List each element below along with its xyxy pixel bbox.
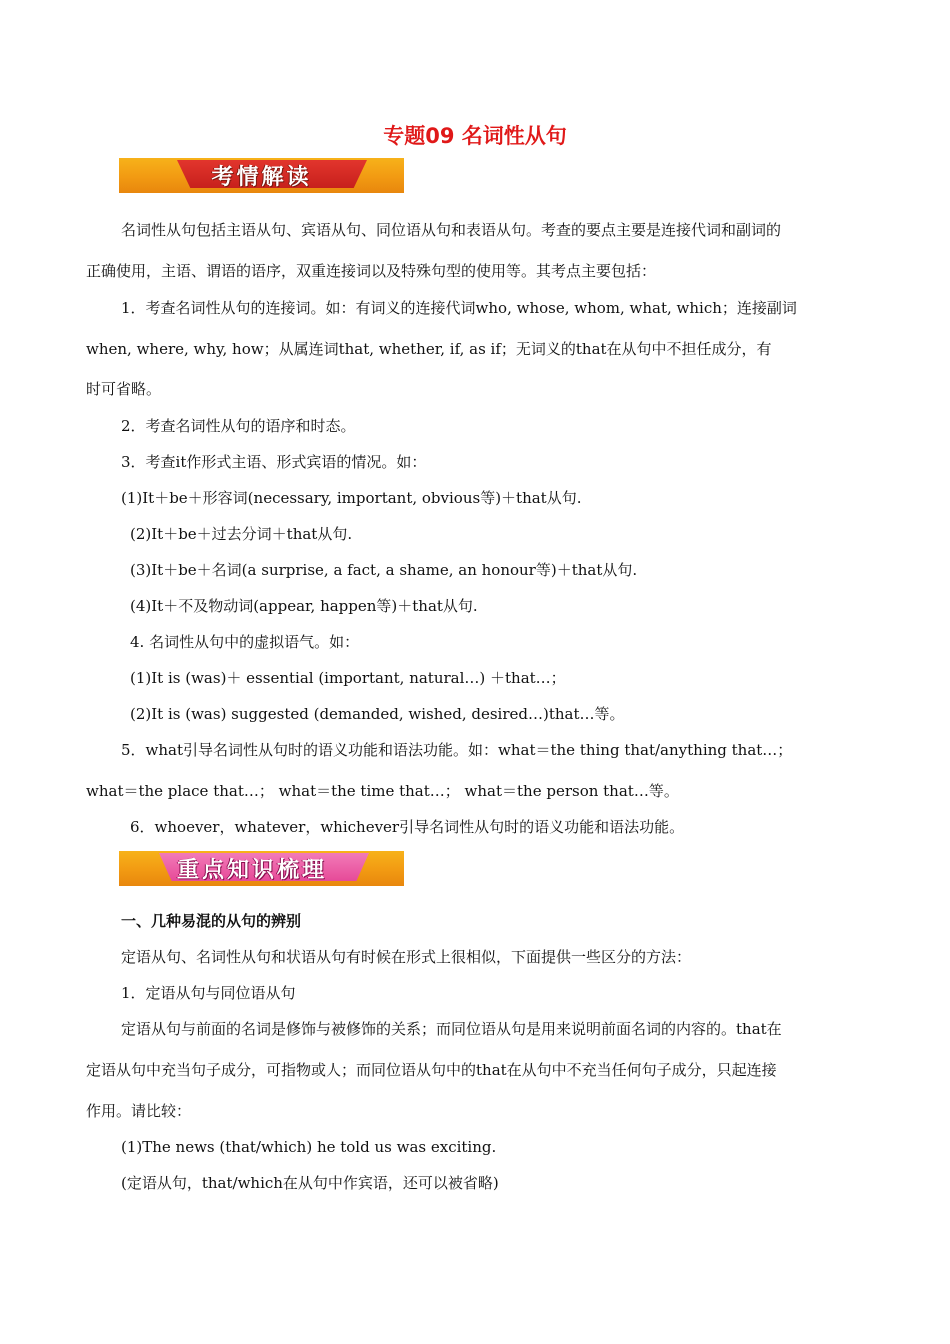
- point-3: 3．考查it作形式主语、形式宾语的情况。如：: [121, 453, 427, 471]
- intro-line-2: 正确使用，主语、谓语的语序，双重连接词以及特殊句型的使用等。其考点主要包括：: [86, 262, 657, 280]
- point-5-line-1: 5．what引导名词性从句时的语义功能和语法功能。如：what＝the thing that/anything that…；: [121, 741, 793, 759]
- section-banner-exam-analysis: [119, 158, 404, 193]
- section-intro: 定语从句、名词性从句和状语从句有时候在形式上很相似，下面提供一些区分的方法：: [121, 948, 692, 966]
- banner-label: 考情解读: [211, 165, 312, 190]
- point-1-line-3: 时可省略。: [86, 380, 162, 398]
- section-banner-key-knowledge: [119, 851, 404, 886]
- example-1-note: (定语从句，that/which在从句中作宾语，还可以被省略): [121, 1174, 499, 1192]
- point-1-line-1: 1．考查名词性从句的连接词。如：有词义的连接代词who, whose, whom, what, which；连接副词: [121, 299, 797, 317]
- description-line-1: 定语从句与前面的名词是修饰与被修饰的关系；而同位语从句是用来说明前面名词的内容的。that在: [121, 1020, 782, 1038]
- point-1-line-2: when, where, why, how；从属连词that, whether, if, as if；无词义的that在从句中不担任成分，有: [86, 340, 772, 358]
- page-title: 专题09 名词性从句: [383, 124, 567, 148]
- section-heading: 一、几种易混的从句的辨别: [121, 912, 302, 930]
- point-4-item-2: (2)It is (was) suggested (demanded, wished, desired…)that…等。: [130, 705, 625, 723]
- example-1: (1)The news (that/which) he told us was exciting.: [121, 1138, 497, 1156]
- point-5-line-2: what＝the place that…； what＝the time that…； what＝the person that…等。: [86, 782, 679, 800]
- point-3-item-4: (4)It＋不及物动词(appear, happen等)＋that从句.: [130, 597, 478, 615]
- banner-label: 重点知识梳理: [177, 858, 328, 883]
- intro-line-1: 名词性从句包括主语从句、宾语从句、同位语从句和表语从句。考查的要点主要是连接代词和副词的: [121, 221, 782, 239]
- point-3-item-2: (2)It＋be＋过去分词＋that从句.: [130, 525, 353, 543]
- point-6: 6．whoever，whatever，whichever引导名词性从句时的语义功能和语法功能。: [130, 818, 685, 836]
- point-2: 2．考查名词性从句的语序和时态。: [121, 417, 356, 435]
- point-3-item-3: (3)It＋be＋名词(a surprise, a fact, a shame, an honour等)＋that从句.: [130, 561, 638, 579]
- description-line-2: 定语从句中充当句子成分，可指物或人；而同位语从句中的that在从句中不充当任何句子成分，只起连接: [86, 1061, 777, 1079]
- subsection-heading: 1．定语从句与同位语从句: [121, 984, 296, 1002]
- point-4-item-1: (1)It is (was)＋ essential (important, natural…) ＋that…；: [130, 669, 566, 687]
- point-3-item-1: (1)It＋be＋形容词(necessary, important, obvious等)＋that从句.: [121, 489, 582, 507]
- description-line-3: 作用。请比较：: [86, 1102, 192, 1120]
- point-4: 4. 名词性从句中的虚拟语气。如：: [130, 633, 360, 651]
